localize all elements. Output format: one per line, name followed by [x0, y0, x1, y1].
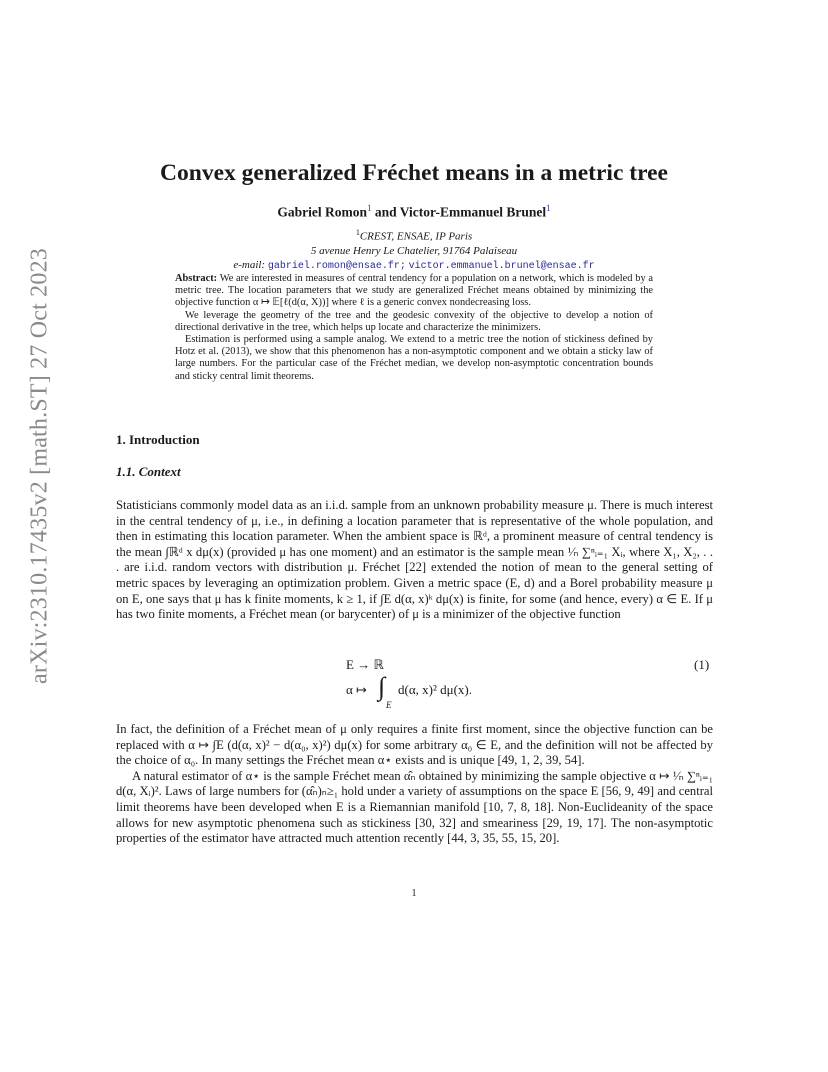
- paragraph-2-text: In fact, the definition of a Fréchet mean of μ only requires a finite first moment, since the objective function can be replaced with α ↦ ∫E (d(α, x)² − d(α₀, x)²) dμ(x) for some arbitrary α₀ ∈ E, and the definition will not be affected by the choice of α₀. In many settings the Fréchet mean α⋆ exists and is unique [49, 1, 2, 39, 54].: [116, 722, 713, 768]
- affiliation-line-2: 5 avenue Henry Le Chatelier, 91764 Palaiseau: [310, 244, 518, 257]
- abstract-para-3: Estimation is performed using a sample analog. We extend to a metric tree the notion of stickiness defined by Hotz et al. (2013), we show that this phenomenon has a non-asymptotic component and we obtain a sticky law of large numbers. For the particular case of the Fréchet median, we develop non-asymptotic concentration bounds and sticky central limit theorems.: [175, 334, 653, 382]
- body-paragraph-1: [116, 498, 713, 623]
- equation-number: (1): [694, 657, 710, 672]
- integral-subscript: E: [386, 700, 392, 710]
- email-link-2[interactable]: victor.emmanuel.brunel@ensae.fr: [408, 260, 595, 272]
- integral-symbol: ∫: [378, 672, 386, 701]
- body-paragraphs-2-3: [116, 722, 713, 847]
- email-label: e-mail:: [233, 258, 266, 271]
- paragraph-3-text: A natural estimator of α⋆ is the sample Fréchet mean α̂ₙ obtained by minimizing the sample objective α ↦ ¹⁄ₙ ∑ⁿᵢ₌₁ d(α, Xᵢ)². Laws of large numbers for (α̂ₙ)ₙ≥₁ hold under a variety of assumptions on the space E [56, 9, 49] and central limit theorems have been developed when E is a Riemannian manifold [10, 7, 8, 18]. Non-Euclideanity of the space allows for new asymptotic phenomena such as stickiness [30, 32] and smeariness [29, 19, 17]. The non-asymptotic properties of the estimator have attracted much attention recently [44, 3, 35, 55, 15, 20].: [116, 768, 713, 846]
- section-heading-introduction: 1. Introduction: [116, 432, 200, 447]
- affiliation-mark: 1: [355, 228, 360, 237]
- paragraph-1-text: Statisticians commonly model data as an i.i.d. sample from an unknown probability measure μ. There is much interest in the central tendency of μ, i.e., in defining a location parameter that is representative of the whole population, and then in estimating this location parameter. When the ambient space is ℝᵈ, a prominent measure of central tendency is the mean ∫ℝᵈ x dμ(x) (provided μ has one moment) and an estimator is the sample mean ¹⁄ₙ ∑ⁿᵢ₌₁ Xᵢ, where X₁, X₂, . . . are i.i.d. random vectors with distribution μ. Fréchet [22] extended the notion of mean to the general setting of metric spaces by leveraging an optimization problem. Given a metric space (E, d) and a Borel probability measure μ on E, one says that μ has k finite moments, k ≥ 1, if ∫E d(α, x)ᵏ dμ(x) is finite, for some (and hence, every) α ∈ E. If μ has two finite moments, a Fréchet mean (or barycenter) of μ is a minimizer of the objective function: [116, 498, 713, 622]
- abstract: [175, 273, 653, 383]
- arxiv-id: arXiv:2310.17435v2 [math.ST] 27 Oct 2023: [26, 248, 53, 684]
- email-link-1[interactable]: gabriel.romon@ensae.fr;: [267, 260, 406, 272]
- author-2-affil-mark[interactable]: 1: [546, 203, 551, 213]
- subsection-heading-context: 1.1. Context: [116, 464, 181, 479]
- equation-map-domain: E → ℝ: [346, 657, 384, 672]
- abstract-label: Abstract:: [175, 273, 218, 284]
- equation-integrand: d(α, x)² dμ(x).: [398, 682, 472, 697]
- abstract-para-1: We are interested in measures of central tendency for a population on a network, which is modeled by a metric tree. The location parameters that we study are generalized Fréchet means obtained by minimizing the objective function α ↦ 𝔼[ℓ(d(α, X))] where ℓ is a generic convex nondecreasing loss.: [175, 273, 653, 309]
- paper-title: Convex generalized Fréchet means in a metric tree: [160, 160, 668, 186]
- abstract-para-2: We leverage the geometry of the tree and the geodesic convexity of the objective to develop a notion of directional derivative in the tree, which helps up locate and characterize the minimizers.: [175, 309, 653, 333]
- author-conjunction: and: [374, 204, 397, 220]
- page-number: 1: [411, 888, 417, 899]
- author-list: [0, 203, 828, 221]
- equation-map-arrow: α ↦: [346, 682, 367, 697]
- author-1-affil-mark[interactable]: 1: [366, 203, 372, 213]
- author-2: Victor-Emmanuel Brunel: [399, 204, 547, 220]
- affiliation-block: [0, 226, 828, 274]
- author-1: Gabriel Romon: [277, 204, 367, 220]
- affiliation-line-1: CREST, ENSAE, IP Paris: [359, 230, 473, 243]
